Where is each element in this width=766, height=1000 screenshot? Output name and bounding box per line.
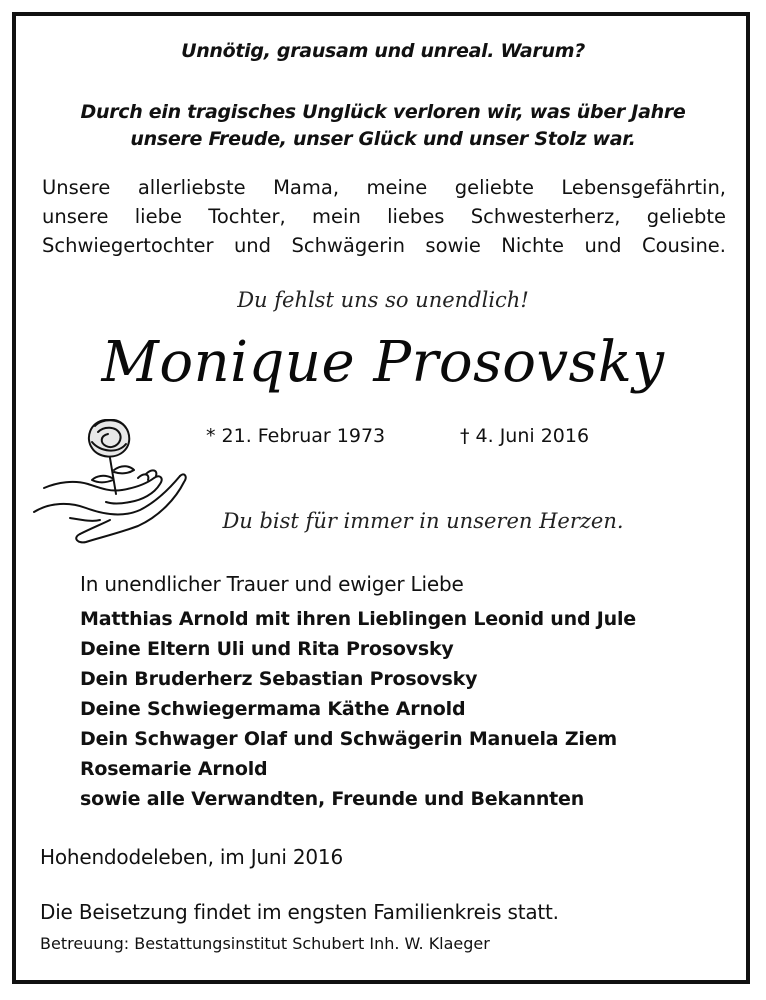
header-line-3: unsere Freude, unser Glück und unser Stolz war. — [130, 128, 636, 150]
intro-line-3: Schwiegertochter und Schwägerin sowie Nichte und Cousine. — [42, 234, 726, 257]
intro-line-1: Unsere allerliebste Mama, meine geliebte Lebensgefährtin, — [42, 176, 726, 199]
deceased-name: Monique Prosovsky — [101, 330, 665, 395]
quote-bottom: Du bist für immer in unseren Herzen. — [222, 509, 624, 533]
mourner-6: Rosemarie Arnold — [80, 758, 268, 780]
header-line-2: Durch ein tragisches Unglück verloren wir, was über Jahre — [80, 101, 686, 123]
mourner-5: Dein Schwager Olaf und Schwägerin Manuela Ziem — [80, 728, 618, 750]
death-date: † 4. Juni 2016 — [460, 425, 590, 447]
mourner-2: Deine Eltern Uli und Rita Prosovsky — [80, 638, 454, 660]
mourner-4: Deine Schwiegermama Käthe Arnold — [80, 698, 466, 720]
place-date: Hohendodeleben, im Juni 2016 — [40, 845, 343, 869]
mourner-3: Dein Bruderherz Sebastian Prosovsky — [80, 668, 478, 690]
care-note: Betreuung: Bestattungsinstitut Schubert Inh. W. Klaeger — [40, 934, 490, 953]
header-line-1: Unnötig, grausam und unreal. Warum? — [181, 40, 585, 62]
mourner-7: sowie alle Verwandten, Freunde und Bekannten — [80, 788, 585, 810]
intro-line-2: unsere liebe Tochter, mein liebes Schwesterherz, geliebte — [42, 205, 726, 228]
mourners-intro: In unendlicher Trauer und ewiger Liebe — [80, 572, 464, 596]
quote-top: Du fehlst uns so unendlich! — [237, 288, 529, 312]
funeral-note: Die Beisetzung findet im engsten Familienkreis statt. — [40, 900, 559, 924]
birth-date: * 21. Februar 1973 — [206, 425, 386, 447]
mourner-1: Matthias Arnold mit ihren Lieblingen Leonid und Jule — [80, 608, 636, 630]
